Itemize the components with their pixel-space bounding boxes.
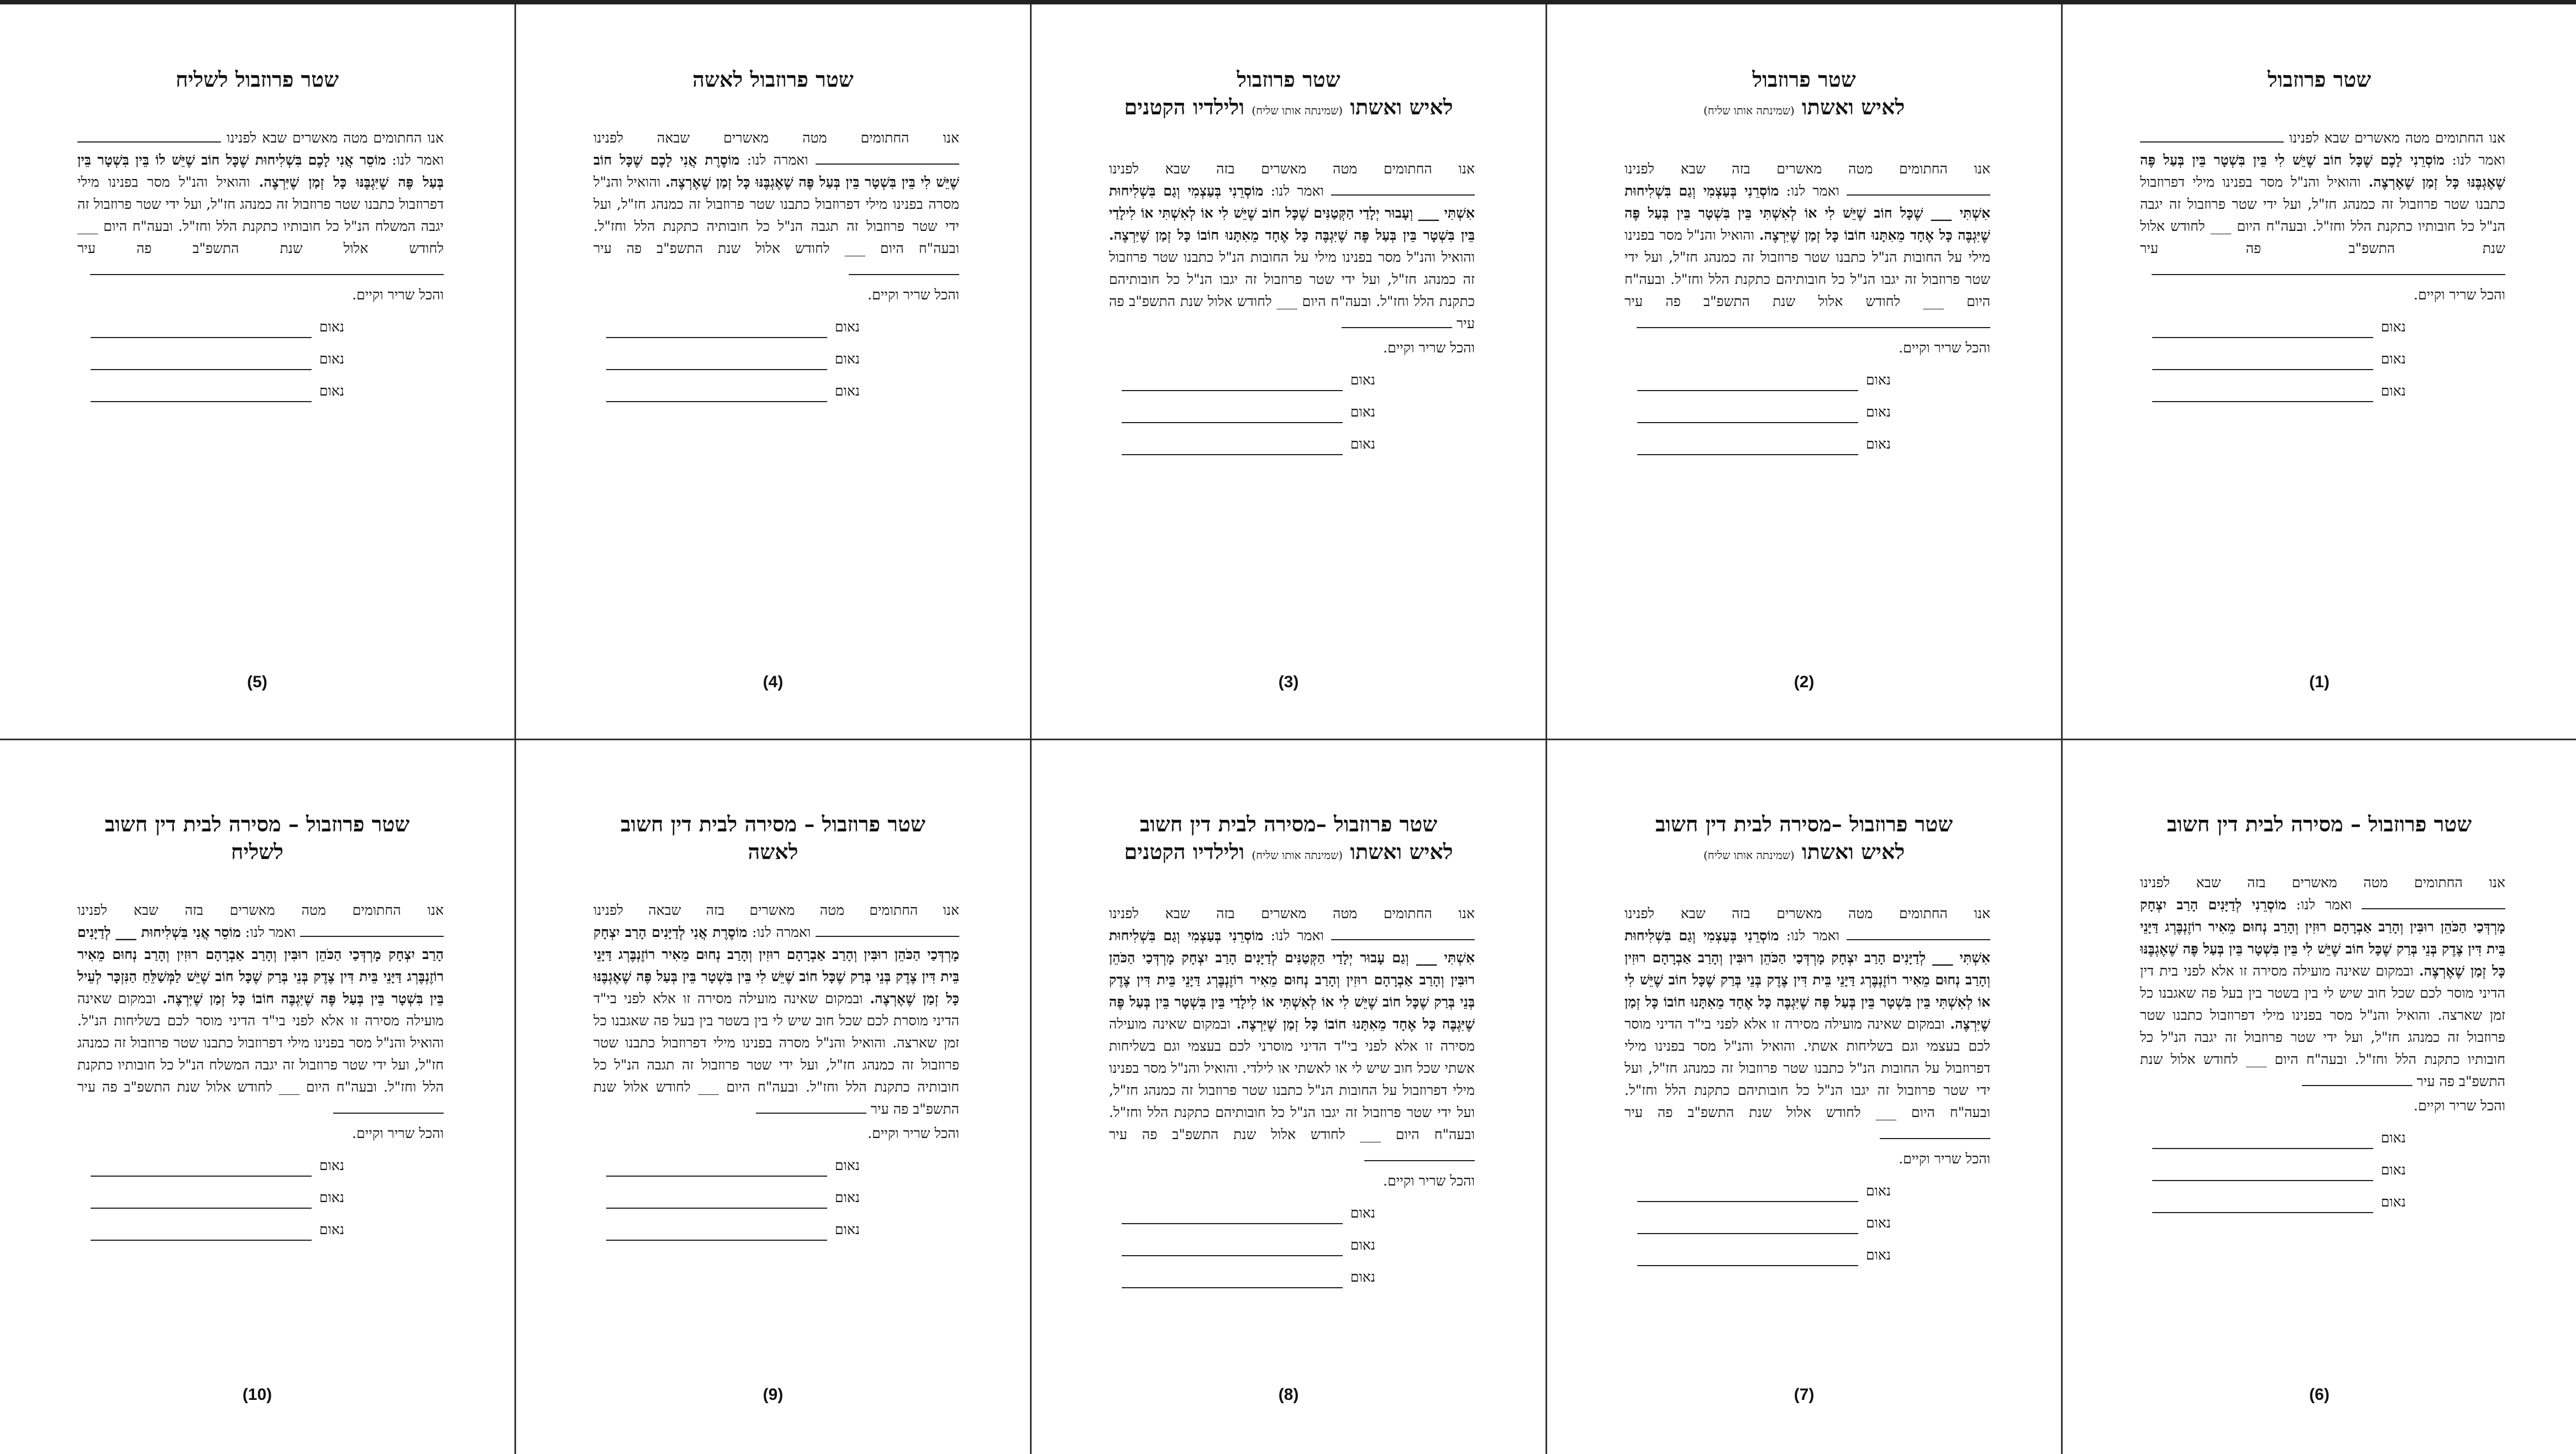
form-title: שטר פרוזבול –מסירה לבית דין חשוב — [1655, 812, 1953, 836]
signature-row: נאום — [2140, 380, 2505, 402]
signature-line[interactable] — [2152, 1198, 2373, 1213]
city-blank[interactable] — [1637, 314, 1990, 328]
closing-text: והכל שריר וקיים. — [868, 1125, 959, 1141]
signature-line[interactable] — [606, 1161, 827, 1177]
signature-row: נאום — [1109, 433, 1475, 455]
signature-row: נאום — [593, 348, 959, 370]
signature-row: נאום — [1625, 401, 1990, 423]
signature-line[interactable] — [1122, 1209, 1343, 1224]
form-body: אנו החתומים מטה מאשרים בזה שבא לפנינו ואמר לנו: מוֹסְרֵנִי בְּעַצְמִי וְגַם בִּשְׁלִיחוּת אִשְׁתִּי ___ וְגַם עָבוּר יְלָדַי הַקְּטַנִּים לְדַיָּנִים הָרַב יִצְחָק מָרְדְּכַי הַכֹּהֵן רוּבִּין וְהָרַב אַבְרָהָם רוּזִין וְהָרַב נְחוּם מֵאִיר רוֹזֶנְבֶּרְג דַּיָּנֵי בֵּית דִּין צֶדֶק בְּנֵי בְּרַק שֶׁכָּל חוֹב שֶׁיֵּשׁ לִי אוֹ לְאִשְׁתִּי אוֹ לִילָדַי בֵּין בִּשְׁטָר בֵּין בְּעַל פֶּה שֶׁיִּגְבֶּה כָּל אֶחָד מֵאִתָּנוּ חוֹבוֹ כָּל זְמַן שֶׁיִּרְצֶה. ובמקום שאינה מועילה מסירה זו אלא לפני בי"ד הדיני מוסרני לכם בעצמי וגם בשליחות אשתי שכל חוב שיש לי או לאשתי או לילדי. והואיל והנ"ל מסר בפנינו מילי דפרוזבול על החובות הנ"ל כתבנו שטר פרוזבול זה כמנהג חז"ל, ועל ידי שטר פרוזבול זה יגבו הנ"ל כל חובותיהם כתקנת הלל וחז"ל. ובעה"ח היום ___ לחודש אלול שנת התשפ"ב פה עיר — [1109, 903, 1475, 1168]
form-title: שטר פרוזבול –מסירה לבית דין חשוב — [1139, 812, 1438, 836]
signature-row: נאום — [1625, 433, 1990, 455]
signature-line[interactable] — [606, 323, 827, 338]
signature-line[interactable] — [1637, 1251, 1858, 1266]
form-body: אנו החתומים מטה מאשרים בזה שבאה לפנינו ואמרה לנו: מוֹסֶרֶת אֲנִי לְדַיָּנִים הָרַב יִצְחָק מָרְדְּכַי הַכֹּהֵן רוּבִּין וְהָרַב אַבְרָהָם רוּזִין וְהָרַב נְחוּם מֵאִיר רוֹזֶנְבֶּרְג דַּיָּנֵי בֵּית דִּין צֶדֶק בְּנֵי בְּרַק שֶׁכָּל חוֹב שֶׁיֵּשׁ לִי בֵּין בִּשְׁטָר בֵּין בְּעַל פֶּה שֶׁאֶגְבֶּנּוּ כָּל זְמַן שֶׁאֶרְצֶה. ובמקום שאינה מועילה מסירה זו אלא לפני בי"ד הדיני מוסרת לכם שכל חוב שיש לי בין בשטר בין בעל פה שאגבנו כל זמן שארצה. והואיל והנ"ל מסרה בפנינו מילי דפרוזבול כתבנו שטר פרוזבול זה כמנהג חז"ל, ועל ידי שטר פרוזבול זה תגבה הנ"ל כל חובותיה כתקנת הלל וחז"ל. ובעה"ח היום ___ לחודש אלול שנת התשפ"ב פה עיר — [593, 902, 959, 1117]
name-blank[interactable] — [2140, 128, 2284, 143]
page-number: (1) — [2309, 673, 2330, 691]
form-body: אנו החתומים מטה מאשרים שבאה לפנינו ואמרה לנו: מוֹסֶרֶת אֲנִי לָכֶם שֶׁכָּל חוֹב שֶׁיֵּשׁ לִי בֵּין בִּשְׁטָר בֵּין בְּעַל פֶּה שֶׁאֶגְבֶּנּוּ כָּל זְמַן שֶׁאֶרְצֶה. והואיל והנ"ל מסרה בפנינו מילי דפרוזבול כתבנו שטר פרוזבול זה כמנהג חז"ל, ועל ידי שטר פרוזבול זה תגבה הנ"ל כל חובותיה כתקנת הלל וחז"ל. ובעה"ח היום ___ לחודש אלול שנת התשפ"ב פה עיר — [593, 127, 959, 282]
prozbul-form-7 — [1547, 740, 2063, 1454]
prozbul-form-6 — [2063, 740, 2576, 1454]
page-number: (7) — [1794, 1385, 1815, 1404]
form-title: שטר פרוזבול — [1752, 67, 1856, 92]
formula-text: מוֹסֵר אֲנִי לָכֶם בִּשְׁלִיחוּת שֶׁכָּל חוֹב שֶׁיֵּשׁ לוֹ בֵּין בִּשְׁטָר בֵּין בְּעַל פֶּה שֶׁיִּגְבֶּנּוּ כָּל זְמַן שֶׁיִּרְצֶה. — [77, 152, 444, 190]
page-number: (8) — [1278, 1385, 1299, 1404]
prozbul-form-9 — [516, 740, 1032, 1454]
signature-line[interactable] — [2152, 355, 2373, 370]
prozbul-form-1 — [2063, 4, 2576, 740]
signature-line[interactable] — [91, 1161, 312, 1177]
formula-text: מוֹסְרֵנִי לְדַיָּנִים הָרַב יִצְחָק מָרְדְּכַי הַכֹּהֵן רוּבִּין וְהָרַב אַבְרָהָם רוּזִין וְהָרַב נְחוּם מֵאִיר רוֹזֶנְבֶּרְג דַּיָּנֵי בֵּית דִּין צֶדֶק בְּנֵי בְּרַק שֶׁכָּל חוֹב שֶׁיֵּשׁ לִי בֵּין בִּשְׁטָר בֵּין בְּעַל פֶּה שֶׁאֶגְבֶּנּוּ כָּל זְמַן שֶׁאֶרְצֶה. — [2140, 897, 2506, 979]
prozbul-form-3 — [1032, 4, 1547, 740]
signature-line[interactable] — [1122, 376, 1343, 391]
formula-text: מוֹסְרֵנִי לָכֶם שֶׁכָּל חוֹב שֶׁיֵּשׁ לִי בֵּין בִּשְׁטָר בֵּין בְּעַל פֶּה שֶׁאֶגְבֶּנּוּ כָּל זְמַן שֶׁאֶרְצֶה. — [2140, 152, 2505, 190]
signature-row: נאום — [1109, 401, 1475, 423]
page-number: (9) — [763, 1385, 784, 1404]
city-blank[interactable] — [1364, 1147, 1475, 1161]
signature-row: נאום — [593, 316, 959, 338]
signature-line[interactable] — [1637, 376, 1858, 391]
form-subtitle: לאיש ואשתו (שמינתה אותו שליח) ולילדיו הקטנים — [1124, 94, 1453, 119]
city-blank[interactable] — [2302, 1072, 2412, 1086]
city-blank[interactable] — [333, 1099, 444, 1114]
form-body: אנו החתומים מטה מאשרים בזה שבא לפנינו ואמר לנו: מוֹסֵר אֲנִי בִּשְׁלִיחוּת ___ לְדַיָּנִים הָרַב יִצְחָק מָרְדְּכַי הַכֹּהֵן רוּבִּין וְהָרַב אַבְרָהָם רוּזִין וְהָרַב נְחוּם מֵאִיר רוֹזֶנְבֶּרְג דַּיָּנֵי בֵּית דִּין צֶדֶק בְּנֵי בְּרַק שֶׁכָּל חוֹב שֶׁיֵּשׁ לַמְּשַׁלֵּחַ הַנִּזְכָּר לְעֵיל בֵּין בִּשְׁטָר בֵּין בְּעַל פֶּה שֶׁיִּגְבֶּה חוֹבוֹ כָּל זְמַן שֶׁיִּרְצֶה. ובמקום שאינה מועילה מסירה זו אלא לפני בי"ד הדיני מוסר לכם בשליחות הנ"ל. והואיל והנ"ל מסר בפנינו מילי דפרוזבול כתבנו שטר פרוזבול זה כמנהג חז"ל, ועל ידי שטר פרוזבול זה יגבה המשלח הנ"ל כל חובותיו כתקנת הלל וחז"ל. ובעה"ח היום ___ לחודש אלול שנת התשפ"ב פה עיר — [77, 899, 444, 1120]
closing-text: והכל שריר וקיים. — [352, 1125, 444, 1141]
name-blank[interactable] — [1331, 181, 1475, 196]
signature-line[interactable] — [1637, 1219, 1858, 1234]
form-body: אנו החתומים מטה מאשרים שבא לפנינו ואמר לנו: מוֹסְרֵנִי לָכֶם שֶׁכָּל חוֹב שֶׁיֵּשׁ לִי בֵּין בִּשְׁטָר בֵּין בְּעַל פֶּה שֶׁאֶגְבֶּנּוּ כָּל זְמַן שֶׁאֶרְצֶה. והואיל והנ"ל מסר בפנינו מילי דפרוזבול כתבנו שטר פרוזבול זה כמנהג חז"ל, ועל ידי שטר פרוזבול זה יגבה הנ"ל כל חובותיו כתקנת הלל וחז"ל. ובעה"ח היום ___ לחודש אלול שנת התשפ"ב פה עיר — [2140, 127, 2505, 282]
signature-row: נאום — [593, 380, 959, 402]
page-number: (4) — [763, 673, 784, 691]
page-number: (2) — [1794, 673, 1815, 691]
signature-line[interactable] — [1122, 1273, 1343, 1288]
signature-row: נאום — [77, 316, 444, 338]
closing-text: והכל שריר וקיים. — [2414, 287, 2505, 303]
signature-line[interactable] — [1637, 440, 1858, 455]
form-title: שטר פרוזבול – מסירה לבית דין חשוב — [104, 812, 410, 836]
closing-text: והכל שריר וקיים. — [1383, 340, 1475, 356]
signature-row: נאום — [2140, 1159, 2505, 1181]
page-number: (5) — [247, 673, 267, 691]
signature-line[interactable] — [606, 1193, 827, 1209]
signature-row: נאום — [77, 348, 444, 370]
signature-line[interactable] — [1122, 1241, 1343, 1256]
name-blank[interactable] — [2362, 895, 2505, 909]
name-blank[interactable] — [816, 150, 959, 165]
prozbul-form-8 — [1032, 740, 1547, 1454]
signature-row: נאום — [1109, 1234, 1475, 1256]
signature-line[interactable] — [1637, 408, 1858, 423]
form-body: אנו החתומים מטה מאשרים בזה שבא לפנינו ואמר לנו: מוֹסְרֵנִי לְדַיָּנִים הָרַב יִצְחָק מָרְדְּכַי הַכֹּהֵן רוּבִּין וְהָרַב אַבְרָהָם רוּזִין וְהָרַב נְחוּם מֵאִיר רוֹזֶנְבֶּרְג דַּיָּנֵי בֵּית דִּין צֶדֶק בְּנֵי בְּרַק שֶׁכָּל חוֹב שֶׁיֵּשׁ לִי בֵּין בִּשְׁטָר בֵּין בְּעַל פֶּה שֶׁאֶגְבֶּנּוּ כָּל זְמַן שֶׁאֶרְצֶה. ובמקום שאינה מועילה מסירה זו אלא לפני בית דין הדיני מוסר לכם שכל חוב שיש לי בין בשטר בין בעל פה שאגבנו כל זמן שארצה. והואיל והנ"ל מסר בפנינו מילי דפרוזבול כתבנו שטר פרוזבול זה כמנהג חז"ל, ועל ידי שטר פרוזבול זה יגבה הנ"ל כל חובותיו כתקנת הלל וחז"ל. ובעה"ח היום ___ לחודש אלול שנת התשפ"ב פה עיר — [2140, 874, 2506, 1089]
prozbul-form-2 — [1547, 4, 2063, 740]
signature-line[interactable] — [91, 355, 312, 370]
signature-row: נאום — [1625, 1212, 1990, 1234]
form-body: אנו החתומים מטה מאשרים שבא לפנינו ואמר לנו: מוֹסֵר אֲנִי לָכֶם בִּשְׁלִיחוּת שֶׁכָּל חוֹב שֶׁיֵּשׁ לוֹ בֵּין בִּשְׁטָר בֵּין בְּעַל פֶּה שֶׁיִּגְבֶּנּוּ כָּל זְמַן שֶׁיִּרְצֶה. והואיל והנ"ל מסר בפנינו מילי דפרוזבול כתבנו שטר פרוזבול זה כמנהג חז"ל, ועל ידי שטר פרוזבול זה יגבה המשלח הנ"ל כל חובותיו כתקנת הלל וחז"ל. ובעה"ח היום ___ לחודש אלול שנת התשפ"ב פה עיר — [77, 127, 444, 282]
form-subtitle: לאיש ואשתו (שמינתה אותו שליח) — [1703, 839, 1905, 864]
name-blank[interactable] — [816, 923, 959, 937]
signature-line[interactable] — [606, 355, 827, 370]
prozbul-form-5 — [0, 4, 516, 740]
city-blank[interactable] — [756, 1099, 866, 1114]
signature-row: נאום — [77, 380, 444, 402]
signature-row: נאום — [593, 1219, 959, 1241]
closing-text: והכל שריר וקיים. — [1899, 1151, 1990, 1167]
signature-row: נאום — [2140, 316, 2505, 338]
form-title: שטר פרוזבול לשליח — [175, 67, 339, 92]
page-number: (6) — [2309, 1385, 2330, 1404]
prozbul-form-10 — [0, 740, 516, 1454]
signature-line[interactable] — [1122, 408, 1343, 423]
formula-text: מוֹסְרֵנִי בְּעַצְמִי וְגַם בִּשְׁלִיחוּת אִשְׁתִּי ___ וְעָבוּר יְלָדַי הַקְּטַנִּים שֶׁכָּל חוֹב שֶׁיֵּשׁ לִי אוֹ לְאִשְׁתִּי אוֹ לִילָדַי בֵּין בִּשְׁטָר בֵּין בְּעַל פֶּה שֶׁיִּגְבֶּה כָּל אֶחָד מֵאִתָּנוּ חוֹבוֹ כָּל זְמַן שֶׁיִּרְצֶה. — [1109, 183, 1475, 243]
form-body: אנו החתומים מטה מאשרים בזה שבא לפנינו ואמר לנו: מוֹסְרֵנִי בְּעַצְמִי וְגַם בִּשְׁלִיחוּת אִשְׁתִּי ___ וְעָבוּר יְלָדַי הַקְּטַנִּים שֶׁכָּל חוֹב שֶׁיֵּשׁ לִי אוֹ לְאִשְׁתִּי אוֹ לִילָדַי בֵּין בִּשְׁטָר בֵּין בְּעַל פֶּה שֶׁיִּגְבֶּה כָּל אֶחָד מֵאִתָּנוּ חוֹבוֹ כָּל זְמַן שֶׁיִּרְצֶה. והואיל והנ"ל מסר בפנינו מילי על החובות הנ"ל כתבנו שטר פרוזבול זה כמנהג חז"ל, ועל ידי שטר פרוזבול זה יגבו הנ"ל כל חובותיהם כתקנת הלל וחז"ל. ובעה"ח היום ___ לחודש אלול שנת התשפ"ב פה עיר — [1109, 161, 1475, 331]
city-blank[interactable] — [2152, 261, 2505, 275]
name-blank[interactable] — [77, 128, 221, 143]
page-number: (3) — [1278, 673, 1299, 691]
signature-row: נאום — [593, 1155, 959, 1177]
signature-line[interactable] — [1637, 1187, 1858, 1202]
signature-row: נאום — [1625, 1180, 1990, 1202]
formula-text: מוֹסֶרֶת אֲנִי לָכֶם שֶׁכָּל חוֹב שֶׁיֵּשׁ לִי בֵּין בִּשְׁטָר בֵּין בְּעַל פֶּה שֶׁאֶגְבֶּנּוּ כָּל זְמַן שֶׁאֶרְצֶה. — [593, 152, 959, 190]
signature-line[interactable] — [2152, 323, 2373, 338]
formula-text: מוֹסְרֵנִי בְּעַצְמִי וְגַם בִּשְׁלִיחוּת אִשְׁתִּי ___ לְדַיָּנִים הָרַב יִצְחָק מָרְדְּכַי הַכֹּהֵן רוּבִּין וְהָרַב אַבְרָהָם רוּזִין וְהָרַב נְחוּם מֵאִיר רוֹזֶנְבֶּרְג דַּיָּנֵי בֵּית דִּין צֶדֶק בְּנֵי בְּרַק שֶׁכָּל חוֹב שֶׁיֵּשׁ לִי אוֹ לְאִשְׁתִּי בֵּין בִּשְׁטָר בֵּין בְּעַל פֶּה שֶׁיִּגְבֶּה כָּל אֶחָד מֵאִתָּנוּ חוֹבוֹ כָּל זְמַן שֶׁיִּרְצֶה. — [1625, 928, 1990, 1032]
prozbul-form-4 — [516, 4, 1032, 740]
signature-line[interactable] — [606, 1225, 827, 1241]
closing-text: והכל שריר וקיים. — [1383, 1173, 1475, 1189]
name-blank[interactable] — [1847, 926, 1990, 940]
name-blank[interactable] — [1331, 926, 1475, 940]
form-body: אנו החתומים מטה מאשרים בזה שבא לפנינו ואמר לנו: מוֹסְרֵנִי בְּעַצְמִי וְגַם בִּשְׁלִיחוּת אִשְׁתִּי ___ לְדַיָּנִים הָרַב יִצְחָק מָרְדְּכַי הַכֹּהֵן רוּבִּין וְהָרַב אַבְרָהָם רוּזִין וְהָרַב נְחוּם מֵאִיר רוֹזֶנְבֶּרְג דַּיָּנֵי בֵּית דִּין צֶדֶק בְּנֵי בְּרַק שֶׁכָּל חוֹב שֶׁיֵּשׁ לִי אוֹ לְאִשְׁתִּי בֵּין בִּשְׁטָר בֵּין בְּעַל פֶּה שֶׁיִּגְבֶּה כָּל אֶחָד מֵאִתָּנוּ חוֹבוֹ כָּל זְמַן שֶׁיִּרְצֶה. ובמקום שאינה מועילה מסירה זו אלא לפני בי"ד הדיני מוסר לכם בעצמי וגם בשליחות אשתי. והואיל והנ"ל מסר בפנינו מילי דפרוזבול על החובות הנ"ל כתבנו שטר פרוזבול זה כמנהג חז"ל, ועל ידי שטר פרוזבול זה יגבו הנ"ל כל חובותיהם כתקנת הלל וחז"ל. ובעה"ח היום ___ לחודש אלול שנת התשפ"ב פה עיר — [1625, 903, 1990, 1146]
form-subtitle: לאשה — [748, 839, 798, 864]
signature-line[interactable] — [606, 387, 827, 402]
closing-text: והכל שריר וקיים. — [1899, 340, 1990, 356]
form-title: שטר פרוזבול – מסירה לבית דין חשוב — [621, 812, 926, 836]
formula-text: מוֹסְרֵנִי בְּעַצְמִי וְגַם בִּשְׁלִיחוּת אִשְׁתִּי ___ וְגַם עָבוּר יְלָדַי הַקְּטַנִּים לְדַיָּנִים הָרַב יִצְחָק מָרְדְּכַי הַכֹּהֵן רוּבִּין וְהָרַב אַבְרָהָם רוּזִין וְהָרַב נְחוּם מֵאִיר רוֹזֶנְבֶּרְג דַּיָּנֵי בֵּית דִּין צֶדֶק בְּנֵי בְּרַק שֶׁכָּל חוֹב שֶׁיֵּשׁ לִי אוֹ לְאִשְׁתִּי אוֹ לִילָדַי בֵּין בִּשְׁטָר בֵּין בְּעַל פֶּה שֶׁיִּגְבֶּה כָּל אֶחָד מֵאִתָּנוּ חוֹבוֹ כָּל זְמַן שֶׁיִּרְצֶה. — [1109, 928, 1475, 1032]
form-subtitle: לאיש ואשתו (שמינתה אותו שליח) ולילדיו הקטנים — [1124, 839, 1453, 864]
closing-text: והכל שריר וקיים. — [2414, 1098, 2505, 1114]
name-blank[interactable] — [300, 923, 444, 937]
signature-row: נאום — [2140, 1127, 2505, 1149]
signature-line[interactable] — [91, 1193, 312, 1209]
form-title: שטר פרוזבול — [1237, 67, 1340, 92]
signature-row: נאום — [593, 1187, 959, 1209]
name-blank[interactable] — [1847, 181, 1990, 196]
signature-row: נאום — [1625, 369, 1990, 391]
formula-text: מוֹסֶרֶת אֲנִי לְדַיָּנִים הָרַב יִצְחָק מָרְדְּכַי הַכֹּהֵן רוּבִּין וְהָרַב אַבְרָהָם רוּזִין וְהָרַב נְחוּם מֵאִיר רוֹזֶנְבֶּרְג דַּיָּנֵי בֵּית דִּין צֶדֶק בְּנֵי בְּרַק שֶׁכָּל חוֹב שֶׁיֵּשׁ לִי בֵּין בִּשְׁטָר בֵּין בְּעַל פֶּה שֶׁאֶגְבֶּנּוּ כָּל זְמַן שֶׁאֶרְצֶה. — [593, 924, 959, 1007]
signature-line[interactable] — [91, 1225, 312, 1241]
signature-line[interactable] — [91, 387, 312, 402]
form-subtitle: לאיש ואשתו (שמינתה אותו שליח) — [1703, 94, 1905, 119]
form-title: שטר פרוזבול – מסירה לבית דין חשוב — [2167, 812, 2472, 836]
closing-text: והכל שריר וקיים. — [352, 287, 444, 303]
signature-row: נאום — [1625, 1244, 1990, 1266]
signature-row: נאום — [2140, 1191, 2505, 1213]
signature-line[interactable] — [91, 323, 312, 338]
formula-text: מוֹסֵר אֲנִי בִּשְׁלִיחוּת ___ לְדַיָּנִים הָרַב יִצְחָק מָרְדְּכַי הַכֹּהֵן רוּבִּין וְהָרַב אַבְרָהָם רוּזִין וְהָרַב נְחוּם מֵאִיר רוֹזֶנְבֶּרְג דַּיָּנֵי בֵּית דִּין צֶדֶק בְּנֵי בְּרַק שֶׁכָּל חוֹב שֶׁיֵּשׁ לַמְּשַׁלֵּחַ הַנִּזְכָּר לְעֵיל בֵּין בִּשְׁטָר בֵּין בְּעַל פֶּה שֶׁיִּגְבֶּה חוֹבוֹ כָּל זְמַן שֶׁיִּרְצֶה. — [77, 924, 444, 1007]
city-blank[interactable] — [1880, 1125, 1990, 1139]
signature-row: נאום — [77, 1155, 444, 1177]
signature-line[interactable] — [1122, 440, 1343, 455]
form-body: אנו החתומים מטה מאשרים בזה שבא לפנינו ואמר לנו: מוֹסְרֵנִי בְּעַצְמִי וְגַם בִּשְׁלִיחוּת אִשְׁתִּי ___ שֶׁכָּל חוֹב שֶׁיֵּשׁ לִי אוֹ לְאִשְׁתִּי בֵּין בִּשְׁטָר בֵּין בְּעַל פֶּה שֶׁיִּגְבֶּה כָּל אֶחָד מֵאִתָּנוּ חוֹבוֹ כָּל זְמַן שֶׁיִּרְצֶה. והואיל והנ"ל מסר בפנינו מילי על החובות הנ"ל כתבנו שטר פרוזבול זה כמנהג חז"ל, ועל ידי שטר פרוזבול זה יגבו הנ"ל כל חובותיהם כתקנת הלל וחז"ל. ובעה"ח היום ___ לחודש אלול שנת התשפ"ב פה עיר — [1625, 158, 1990, 335]
signature-row: נאום — [1109, 1266, 1475, 1288]
form-title: שטר פרוזבול לאשה — [692, 67, 854, 92]
city-blank[interactable] — [849, 261, 959, 275]
signature-row: נאום — [1109, 1202, 1475, 1224]
signature-row: נאום — [2140, 348, 2505, 370]
signature-row: נאום — [77, 1187, 444, 1209]
signature-line[interactable] — [2152, 1166, 2373, 1181]
form-title: שטר פרוזבול — [2267, 67, 2372, 92]
signature-row: נאום — [77, 1219, 444, 1241]
form-subtitle: לשליח — [231, 839, 283, 864]
page-number: (10) — [242, 1385, 272, 1404]
formula-text: מוֹסְרֵנִי בְּעַצְמִי וְגַם בִּשְׁלִיחוּת אִשְׁתִּי ___ שֶׁכָּל חוֹב שֶׁיֵּשׁ לִי אוֹ לְאִשְׁתִּי בֵּין בִּשְׁטָר בֵּין בְּעַל פֶּה שֶׁיִּגְבֶּה כָּל אֶחָד מֵאִתָּנוּ חוֹבוֹ כָּל זְמַן שֶׁיִּרְצֶה. — [1625, 183, 1991, 243]
signature-row: נאום — [1109, 369, 1475, 391]
city-blank[interactable] — [1342, 314, 1452, 328]
closing-text: והכל שריר וקיים. — [868, 287, 959, 303]
signature-line[interactable] — [2152, 387, 2373, 402]
signature-line[interactable] — [2152, 1134, 2373, 1149]
city-blank[interactable] — [90, 261, 444, 275]
